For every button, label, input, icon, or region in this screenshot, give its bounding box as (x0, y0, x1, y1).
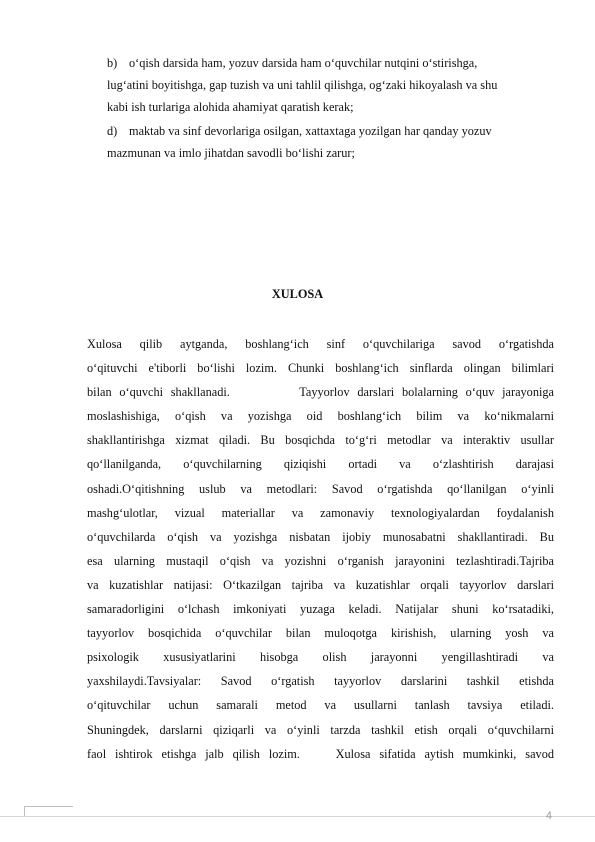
paragraph-line: esa ularning mustaqil o‘qish va yozishni o‘rganish jarayonini tezlashtiradi.Tajriba (87, 553, 554, 568)
paragraph-line: faol ishtirok etishga jalb qilish lozim. Xulosa sifatida aytish mumkinki, savod (87, 746, 554, 761)
list-text: o‘qish darsida ham, yozuv darsida ham o‘quvchilar nutqini o‘stirishga, (129, 56, 478, 70)
list-marker: b) (107, 56, 118, 70)
section-heading: XULOSA (271, 287, 324, 301)
footer-divider (0, 816, 595, 817)
paragraph-line: Xulosa qilib aytganda, boshlang‘ich sinf o‘quvchilariga savod o‘rgatishda (87, 337, 554, 351)
list-text: lug‘atini boyitishga, gap tuzish va uni tahlil qilishga, og‘zaki hikoyalash va shu (107, 78, 498, 92)
paragraph-line: samaradorligini o‘lchash imkoniyati yuzaga keladi. Natijalar shuni ko‘rsatadiki, (87, 602, 554, 617)
paragraph-line: Shuningdek, darslarni qiziqarli va o‘yinli tarzda tashkil etish orqali o‘quvchilarni (87, 722, 554, 737)
conclusion-paragraph (87, 332, 554, 766)
page-number: 4 (545, 810, 552, 822)
list-item-b (107, 52, 554, 118)
list-text: mazmunan va imlo jihatdan savodli bo‘lishi zarur; (107, 146, 355, 160)
paragraph-line: mashg‘ulotlar, vizual materiallar va zamonaviy texnologiyalardan foydalanish (87, 505, 554, 520)
paragraph-line: o‘qituvchi e'tiborli bo‘lishi lozim. Chunki boshlang‘ich sinflarda olingan bilimlari (87, 361, 554, 376)
paragraph-line: qo‘llanilganda, o‘quvchilarning qiziqishi ortadi va o‘zlashtirish darajasi (87, 457, 554, 472)
paragraph-line: o‘quvchilarda o‘qish va yozishga nisbatan ijobiy munosabatni shakllantiradi. Bu (87, 529, 554, 544)
paragraph-line: moslashishiga, o‘qish va yozishga oid boshlang‘ich bilim va ko‘nikmalarni (87, 409, 554, 424)
list-text: kabi ish turlariga alohida ahamiyat qaratish kerak; (107, 100, 354, 114)
bulleted-list (107, 52, 554, 166)
paragraph-line: bilan o‘quvchi shakllanadi. Tayyorlov darslari bolalarning o‘quv jarayoniga (87, 385, 554, 400)
paragraph-line: tayyorlov bosqichida o‘quvchilar bilan muloqotga kirishish, ularning yosh va (87, 626, 554, 641)
paragraph-line: va kuzatishlar natijasi: O‘tkazilgan tajriba va kuzatishlar orqali tayyorlov darslari (87, 577, 554, 592)
paragraph-line: o‘qituvchilar uchun samarali metod va usullarni tanlash tavsiya etiladi. (87, 698, 554, 713)
list-marker: d) (107, 124, 118, 138)
list-item-d (107, 120, 554, 164)
paragraph-line: yaxshilaydi.Tavsiyalar: Savod o‘rgatish tayyorlov darslarini tashkil etishda (87, 674, 554, 689)
paragraph-line: shakllantirishga xizmat qiladi. Bu bosqichda to‘g‘ri metodlar va interaktiv usullar (87, 433, 554, 448)
paragraph-line: psixologik xususiyatlarini hisobga olish jarayonni yengillashtiradi va (87, 650, 554, 665)
list-text: maktab va sinf devorlariga osilgan, xattaxtaga yozilgan har qanday yozuv (129, 124, 492, 138)
paragraph-line: oshadi.O‘qitishning uslub va metodlari: Savod o‘rgatishda qo‘llanilgan o‘yinli (87, 481, 554, 496)
